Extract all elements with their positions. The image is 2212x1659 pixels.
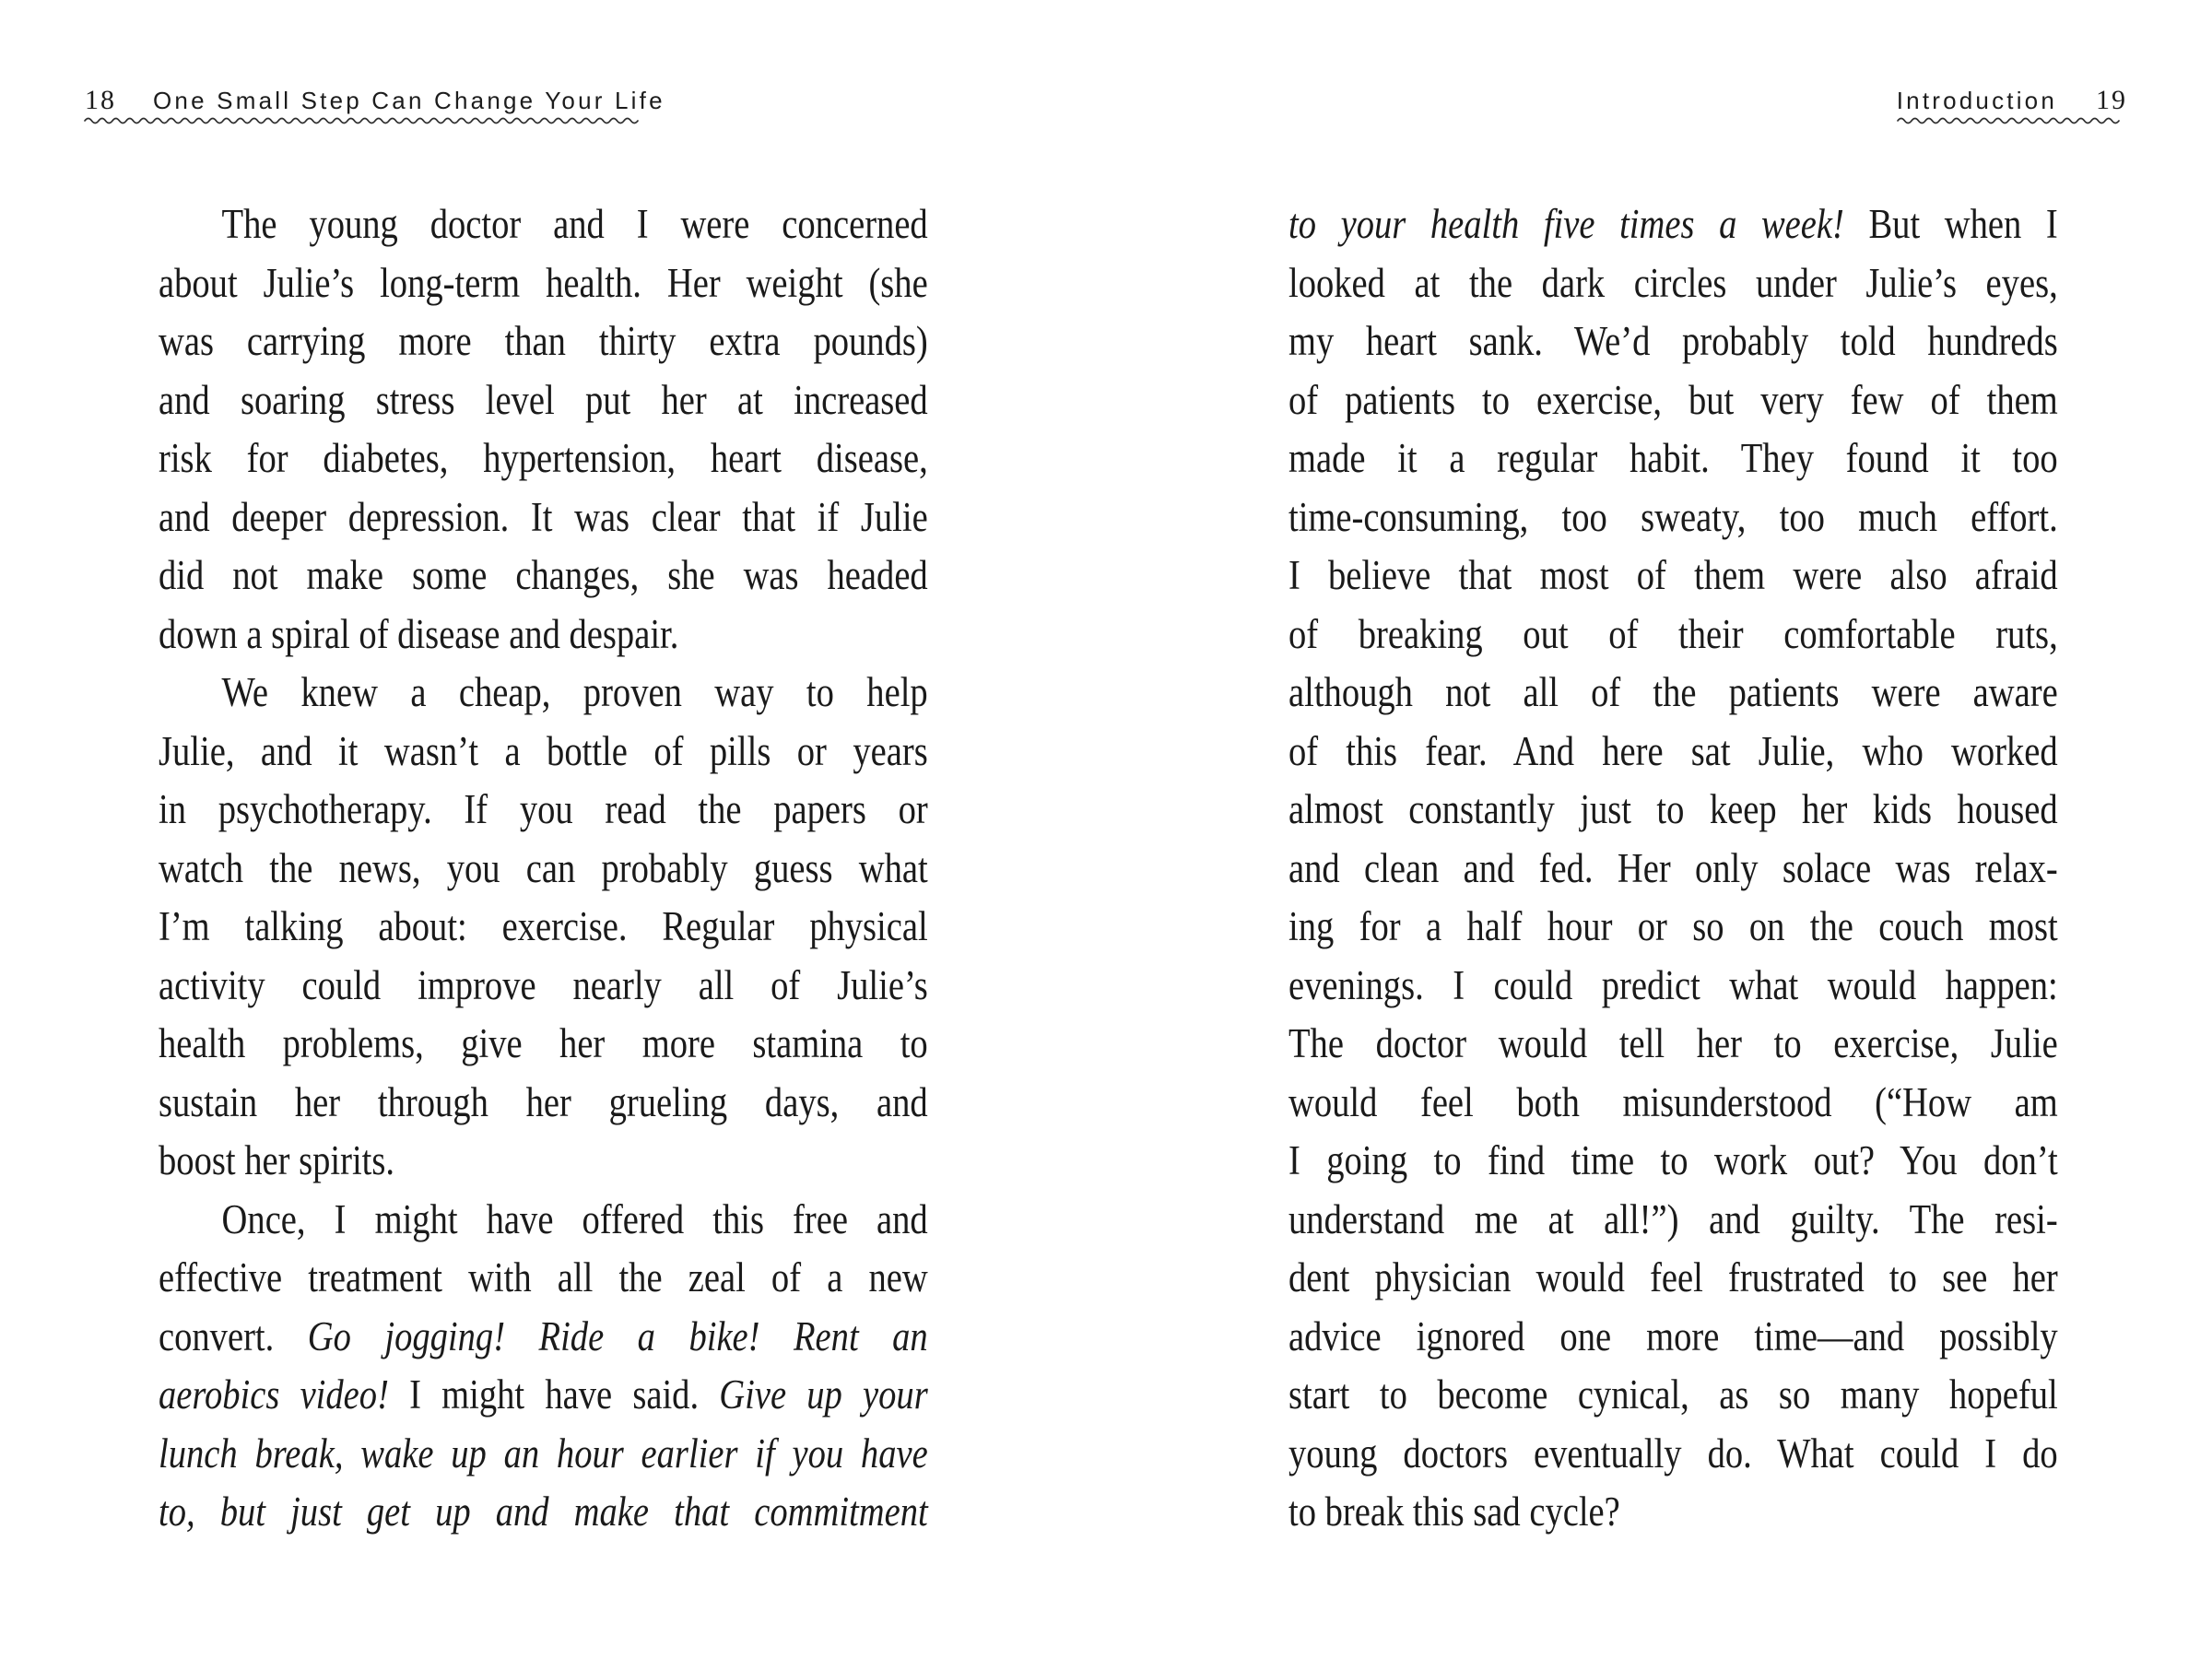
text-line: understand me at all!”) and guilty. The resi- [1288,1195,2058,1242]
text-line: The doctor would tell her to exercise, Julie [1288,1020,2058,1066]
left-running-head [85,85,665,116]
text-line: effective treatment with all the zeal of a new [159,1254,928,1300]
text-line: aerobics video! I might have said. Give up your [159,1371,928,1418]
text-line: although not all of the patients were aware [1288,669,2058,715]
text-line: Once, I might have offered this free and [221,1195,928,1242]
text-line: time-consuming, too sweaty, too much effort. [1288,493,2058,540]
text-line: I believe that most of them were also afraid [1288,552,2058,598]
text-line: health problems, give her more stamina to [159,1020,928,1066]
text-line: looked at the dark circles under Julie’s eyes, [1288,259,2058,306]
text-line: risk for diabetes, hypertension, heart disease, [159,435,928,481]
text-line: boost her spirits. [159,1137,395,1183]
right-page-number: 19 [2096,85,2127,115]
text-line: and soaring stress level put her at increased [159,376,928,423]
text-line: activity could improve nearly all of Julie’s [159,961,928,1008]
text-line: Julie, and it wasn’t a bottle of pills or years [159,727,928,774]
text-line: would feel both misunderstood (“How am [1288,1078,2058,1125]
wavy-rule-left [84,114,644,125]
text-line: young doctors eventually do. What could I do [1288,1430,2058,1477]
text-line: convert. Go jogging! Ride a bike! Rent an [159,1312,928,1359]
left-running-title: One Small Step Can Change Your Life [153,87,665,114]
text-line: sustain her through her grueling days, and [159,1078,928,1125]
text-line: to, but just get up and make that commitment [159,1488,928,1535]
text-line: and deeper depression. It was clear that if Julie [159,493,928,540]
text-line: made it a regular habit. They found it too [1288,435,2058,481]
text-line: evenings. I could predict what would happen: [1288,961,2058,1008]
text-line: almost constantly just to keep her kids housed [1288,786,2058,832]
text-line: advice ignored one more time—and possibly [1288,1312,2058,1359]
text-line: of patients to exercise, but very few of them [1288,376,2058,423]
text-line: to your health five times a week! But when I [1288,201,2058,247]
right-page-text [1288,195,2058,1542]
text-line: of breaking out of their comfortable ruts, [1288,610,2058,657]
left-page-number: 18 [85,85,116,115]
text-line: lunch break, wake up an hour earlier if you have [159,1430,928,1477]
text-line: about Julie’s long-term health. Her weight (she [159,259,928,306]
text-line: to break this sad cycle? [1288,1488,1620,1535]
text-line: did not make some changes, she was headed [159,552,928,598]
text-line: down a spiral of disease and despair. [159,610,679,657]
text-line: The young doctor and I were concerned [221,201,928,247]
text-line: dent physician would feel frustrated to see her [1288,1254,2058,1300]
text-line: start to become cynical, as so many hopeful [1288,1371,2058,1418]
text-line: We knew a cheap, proven way to help [221,669,928,715]
text-line: and clean and fed. Her only solace was relax- [1288,844,2058,891]
text-line: I going to find time to work out? You don’t [1288,1137,2058,1183]
text-line: was carrying more than thirty extra pounds) [159,318,928,364]
left-page-text [159,195,928,1542]
text-line: ing for a half hour or so on the couch most [1288,903,2058,949]
text-line: my heart sank. We’d probably told hundreds [1288,318,2058,364]
text-line: I’m talking about: exercise. Regular physical [159,903,928,949]
wavy-rule-right [1897,114,2127,125]
text-line: of this fear. And here sat Julie, who worked [1288,727,2058,774]
text-line: in psychotherapy. If you read the papers or [159,786,928,832]
right-running-title: Introduction [1896,87,2057,114]
text-line: watch the news, you can probably guess what [159,844,928,891]
right-running-head [1897,85,2127,116]
